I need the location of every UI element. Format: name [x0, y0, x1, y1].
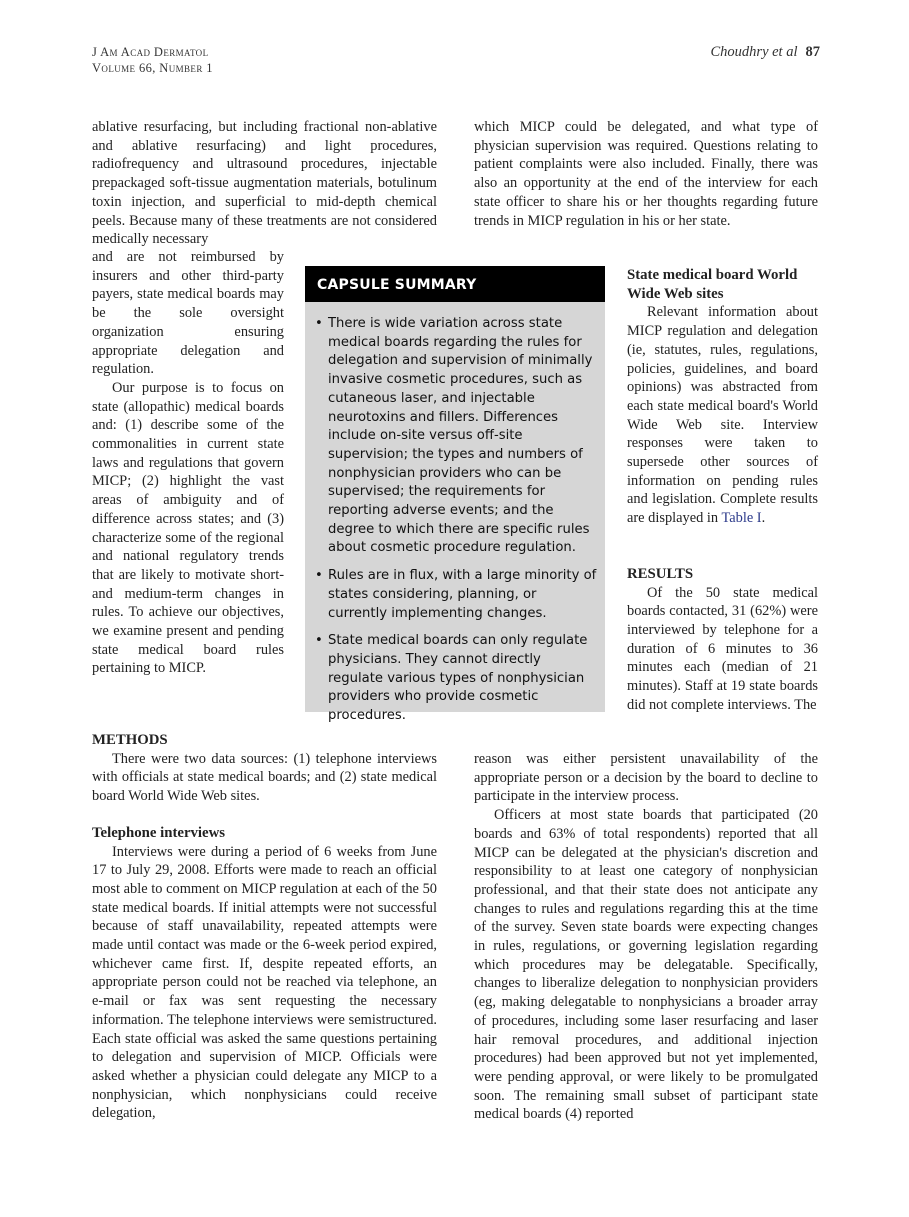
table-1-link[interactable]: Table I [721, 510, 762, 527]
purpose-paragraph: Our purpose is to focus on state (allopathic) medical boards and: (1) describe some of the commonalities in current state laws and regulations that govern MICP; (2) highlight the vast areas of ambiguity and of difference across states; and (3) characterize some of the regional and national regulatory trends that are likely to motivate short- and medium-term changes in rules. To achieve our objectives, we examine present and pending state medical board rules pertaining to MICP. [92, 379, 284, 677]
intro-paragraph-end: and are not reimbursed by insurers and other third-party payers, state medical boards may be the sole oversight organization ensuring appropriate delegation and regulation. [92, 249, 284, 378]
journal-header [92, 44, 213, 76]
web-sites-paragraph [627, 303, 818, 527]
results-paragraph-end: reason was either persistent unavailability of the appropriate person or a decision by the board to decline to participate in the interview process. [474, 751, 818, 805]
left-lower-column [92, 731, 437, 1123]
bullet-icon: • [315, 568, 323, 584]
capsule-item-text: Rules are in flux, with a large minority of states considering, planning, or currently implementing changes. [328, 568, 597, 621]
capsule-summary-box [305, 266, 605, 724]
methods-heading: METHODS [92, 732, 168, 748]
running-authors: Choudhry et al [710, 44, 798, 60]
telephone-interviews-heading: Telephone interviews [92, 824, 226, 841]
web-sites-heading: State medical board World Wide Web sites [627, 267, 798, 302]
results-heading: RESULTS [627, 565, 694, 582]
interview-continued-paragraph: which MICP could be delegated, and what type of physician supervision was required. Questions relating to patient complaints were also included. Finally, there was also an opportunity at the end of the interview for each state officer to share his or her thoughts regarding future trends in MICP regulation in his or her state. [474, 119, 818, 229]
capsule-item-text: State medical boards can only regulate physicians. They cannot directly regulate various types of nonphysician providers who provide cosmetic procedures. [328, 633, 588, 724]
results-paragraph-start: Of the 50 state medical boards contacted, 31 (62%) were interviewed by telephone for a duration of 6 minutes to 36 minutes each (median of 21 minutes). Staff at 19 state boards did not complete interviews. The [627, 584, 818, 713]
right-top-column [474, 118, 818, 230]
journal-volume: Volume 66, Number 1 [92, 61, 213, 75]
web-sites-period: . [761, 510, 766, 527]
left-narrow-column [92, 248, 284, 678]
intro-paragraph-start: ablative resurfacing, but including fractional non-ablative and ablative resurfacing) and light procedures, radiofrequency and ultrasound procedures, injectable prepackaged soft-tissue augmentation materials, botulinum toxin injection, and superficial to mid-depth chemical peels. Because many of these treatments are not considered medically necessary [92, 119, 437, 248]
page-header-right [711, 44, 821, 61]
page-number: 87 [805, 44, 820, 60]
capsule-item [315, 315, 597, 558]
right-narrow-column [627, 266, 818, 714]
left-intro-full [92, 118, 437, 249]
methods-paragraph: There were two data sources: (1) telephone interviews with officials at state medical boards; and (2) state medical board World Wide Web sites. [92, 750, 437, 805]
capsule-summary-list [305, 302, 605, 726]
right-lower-column [474, 750, 818, 1124]
telephone-interviews-paragraph: Interviews were during a period of 6 weeks from June 17 to July 29, 2008. Efforts were made to reach an official most able to comment on MICP regulation at each of the 50 state medical boards. If initial attempts were not successful because of staff unavailability, repeated attempts were made until contact was made or the 6-week period expired, whichever came first. If, despite repeated efforts, an appropriate person could not be reached via telephone, an e-mail or fax was sent requesting the necessary information. The telephone interviews were semistructured. Each state official was asked the same questions pertaining to delegation and supervision of MICP. Officials were asked whether a physician could delegate any MICP to a nonphysician, which nonphysicians could receive delegation, [92, 843, 437, 1122]
capsule-item-text: There is wide variation across state medical boards regarding the rules for delegation and supervision of minimally invasive cosmetic procedures, such as cutaneous laser, and injectable neurotoxins and fillers. Differences include on-site versus off-site supervision; the types and numbers of nonphysician providers who can be supervised; the requirements for reporting adverse events; and the degree to which there are specific rules about cosmetic procedure regulation. [328, 316, 593, 556]
journal-title: J Am Acad Dermatol [92, 45, 209, 59]
web-sites-text: Relevant information about MICP regulation and delegation (ie, statutes, rules, regulations, policies, guidelines, and board opinions) was abstracted from each state medical board's World Wide Web site. Interview responses were taken to supersede other sources of information on pending rules and legislation. Complete results are displayed in [627, 304, 818, 527]
bullet-icon: • [315, 316, 323, 331]
officers-paragraph: Officers at most state boards that participated (20 boards and 63% of total respondents) reported that all MICP can be delegated at the physician's discretion and responsibility to at least one category of nonphysician professional, and that their state does not anticipate any changes to rules and regulations regarding this at the time of the survey. Seven state boards were expecting changes in rules, regulations, or governing legislation regarding which procedures may be delegatable. Specifically, changes to liberalize delegation to nonphysician providers (eg, making delegatable to nonphysicians a broader array of procedures, including some laser resurfacing and laser hair removal procedures, and additional injection procedures) had been approved but not yet implemented, were pending approval, or were likely to be promulgated soon. The remaining small subset of participant state medical boards (4) reported [474, 807, 818, 1123]
capsule-summary-title: CAPSULE SUMMARY [305, 266, 605, 302]
capsule-item [315, 632, 597, 726]
bullet-icon: • [315, 633, 323, 649]
capsule-item [315, 567, 597, 623]
